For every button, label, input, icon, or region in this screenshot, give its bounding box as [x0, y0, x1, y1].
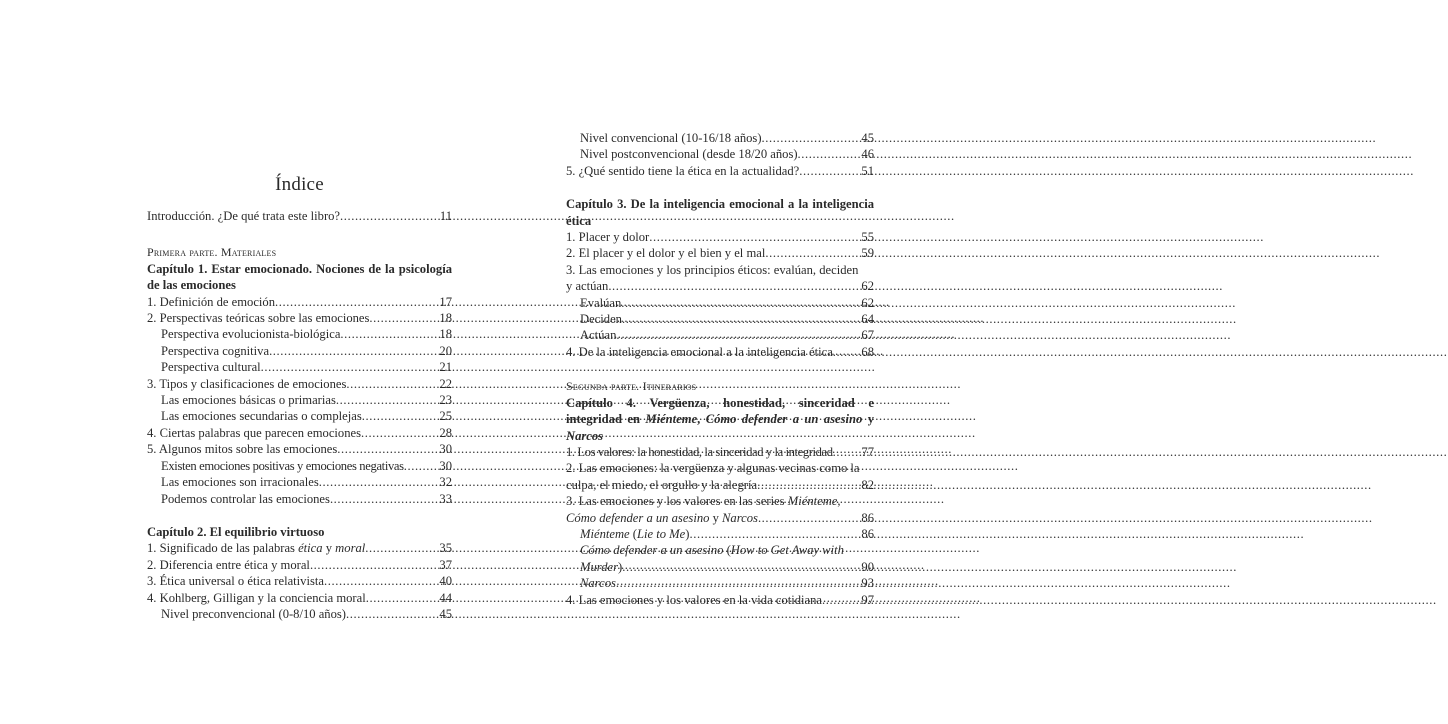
chapter-1-entries [147, 294, 452, 507]
toc-entry: Las emociones secundarias o complejas ..... 25 [147, 408, 452, 424]
chapter-1-heading: Capítulo 1. Estar emocionado. Nociones de la psicología de las emociones [147, 261, 452, 293]
toc-entry: 1. Definición de emoción ..... 17 [147, 294, 452, 310]
index-title: Índice [275, 174, 324, 195]
toc-entry-introduction: Introducción. ¿De qué trata este libro? ..... 11 [147, 208, 452, 224]
part-heading-1: Primera parte. Materiales [147, 245, 277, 260]
toc-entry: 2. El placer y el dolor y el bien y el mal ..... 59 [566, 245, 874, 261]
toc-entry: Murder) ..... 90 [566, 559, 874, 575]
toc-entry: Miénteme (Lie to Me) ..... 86 [566, 526, 874, 542]
chapter-2-heading: Capítulo 2. El equilibrio virtuoso [147, 524, 325, 539]
toc-entry: Nivel preconvencional (0-8/10 años) ..... 45 [147, 606, 452, 622]
toc-entry: 2. Perspectivas teóricas sobre las emociones ..... 18 [147, 310, 452, 326]
toc-entry: 1. Placer y dolor ..... 55 [566, 229, 874, 245]
toc-entry: Las emociones son irracionales ..... 32 [147, 474, 452, 490]
chapter-2-entries [147, 540, 452, 622]
toc-entry-line: 3. Las emociones y los valores en las series Miénteme, [566, 494, 841, 509]
toc-entry: 1. Significado de las palabras ética y moral ..... 35 [147, 540, 452, 556]
toc-entry: Perspectiva cognitiva ..... 20 [147, 343, 452, 359]
toc-entry: y actúan ..... 62 [566, 278, 874, 294]
left-page [147, 172, 452, 622]
chapter-4-entries [566, 444, 874, 608]
toc-entry: 4. Ciertas palabras que parecen emociones ..... 28 [147, 425, 452, 441]
chapter-4-heading: Capítulo 4. Vergüenza, honestidad, sinceridad e integridad en Miénteme, Cómo defender a un asesino y Narcos [566, 395, 875, 443]
toc-entry: Perspectiva evolucionista-biológica ..... 18 [147, 326, 452, 342]
toc-entry: Perspectiva cultural ..... 21 [147, 359, 452, 375]
right-page [566, 130, 874, 608]
chapter-3-entries [566, 229, 874, 360]
toc-entry: Nivel postconvencional (desde 18/20 años) ..... 46 [566, 146, 874, 162]
toc-entry: 3. Tipos y clasificaciones de emociones ..... 22 [147, 376, 452, 392]
toc-entry: 3. Ética universal o ética relativista ..... 40 [147, 573, 452, 589]
toc-entry: 5. Algunos mitos sobre las emociones ..... 30 [147, 441, 452, 457]
toc-entry: 2. Diferencia entre ética y moral ..... 37 [147, 557, 452, 573]
toc-entry: Cómo defender a un asesino y Narcos ..... 86 [566, 510, 874, 526]
toc-entry-line: 2. Las emociones: la vergüenza y algunas vecinas como la [566, 461, 860, 476]
toc-entry: Las emociones básicas o primarias ..... 23 [147, 392, 452, 408]
toc-entry: 5. ¿Qué sentido tiene la ética en la actualidad? ..... 51 [566, 163, 874, 179]
toc-entry: 4. Kohlberg, Gilligan y la conciencia moral ..... 44 [147, 590, 452, 606]
toc-entry: 4. Las emociones y los valores en la vida cotidiana ..... 97 [566, 592, 874, 608]
toc-entry: Narcos ..... 93 [566, 575, 874, 591]
part-heading-2: Segunda parte. Itinerarios [566, 379, 697, 394]
toc-entry: 1. Los valores: la honestidad, la sinceridad y la integridad ..... 77 [566, 444, 874, 460]
toc-entry: Deciden ..... 64 [566, 311, 874, 327]
toc-entry-line: 3. Las emociones y los principios éticos: evalúan, deciden [566, 262, 859, 277]
toc-entry: Nivel convencional (10-16/18 años) ..... 45 [566, 130, 874, 146]
chapter-3-heading: Capítulo 3. De la inteligencia emocional a la inteligencia ética [566, 197, 874, 228]
toc-entry: 4. De la inteligencia emocional a la inteligencia ética ..... 68 [566, 344, 874, 360]
toc-entry: Actúan ..... 67 [566, 327, 874, 343]
toc-entry: Podemos controlar las emociones ..... 33 [147, 491, 452, 507]
toc-entry-line: Cómo defender a un asesino (How to Get Away with [580, 543, 844, 558]
toc-entry: Evalúan ..... 62 [566, 295, 874, 311]
toc-entry: Existen emociones positivas y emociones negativas ..... 30 [147, 458, 452, 474]
toc-entry: culpa, el miedo, el orgullo y la alegría ..... 82 [566, 477, 874, 493]
